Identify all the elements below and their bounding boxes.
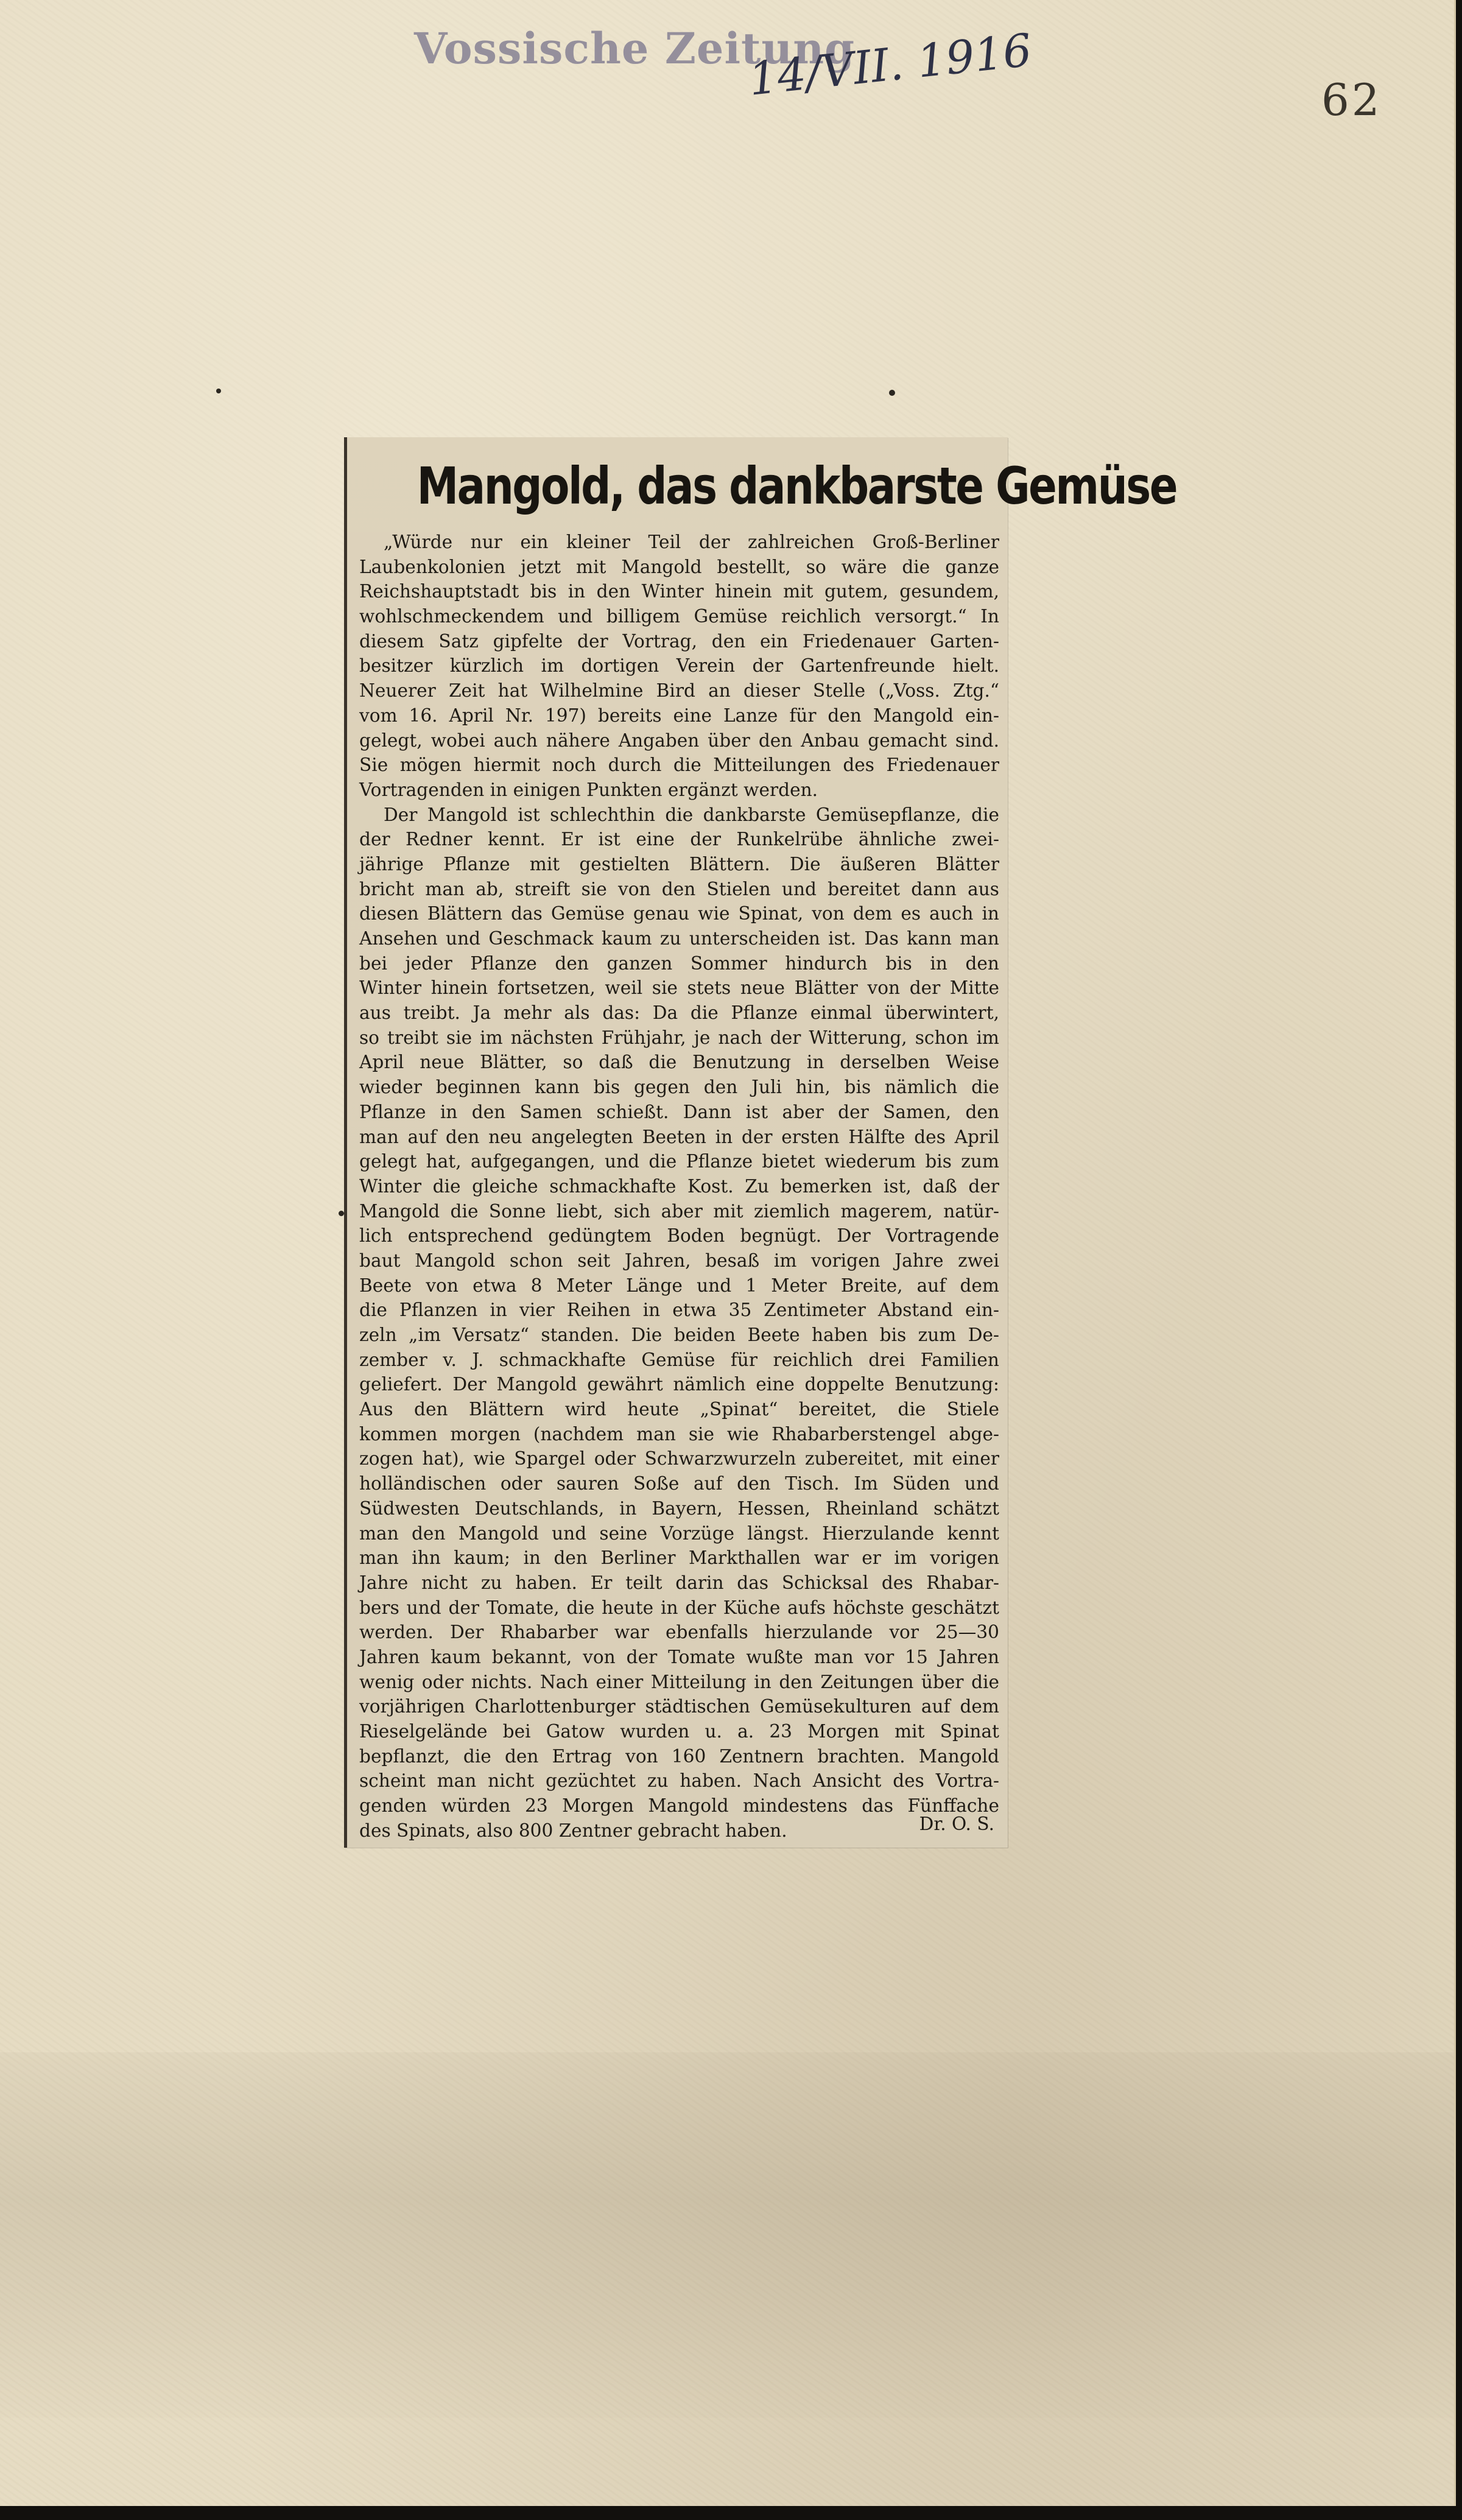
article-line: Rieselgelände bei Gatow wurden u. a. 23 Morgen mit Spinat (359, 1721, 999, 1742)
article-line: diesem Satz gipfelte der Vortrag, den ein Friedenauer Garten- (359, 630, 999, 652)
article-line: lich entsprechend gedüngtem Boden begnügt. Der Vortragende (359, 1225, 999, 1247)
article-line: kommen morgen (nachdem man sie wie Rhabarberstengel abge- (359, 1423, 999, 1445)
article-line: baut Mangold schon seit Jahren, besaß im vorigen Jahre zwei (359, 1250, 999, 1271)
article-line: Reichshauptstadt bis in den Winter hinein mit gutem, gesundem, (359, 581, 999, 602)
article-paragraph (359, 803, 999, 1843)
article-line: Beete von etwa 8 Meter Länge und 1 Meter Breite, auf dem (359, 1275, 999, 1296)
handwritten-date: 14/VII. 1916 (746, 24, 1035, 106)
article-line: Aus den Blättern wird heute „Spinat“ bereitet, die Stiele (359, 1399, 999, 1420)
article-paragraph (359, 530, 999, 803)
article-line: vom 16. April Nr. 197) bereits eine Lanze für den Mangold ein- (359, 705, 999, 726)
article-line: gelegt, wobei auch nähere Angaben über den Anbau gemacht sind. (359, 730, 999, 751)
article-line: bei jeder Pflanze den ganzen Sommer hindurch bis in den (359, 952, 999, 974)
article-line: geliefert. Der Mangold gewährt nämlich eine doppelte Benutzung: (359, 1374, 999, 1395)
article-headline: Mangold, das dankbarste Gemüse (416, 456, 1177, 516)
article-line: gelegt hat, aufgegangen, und die Pflanze bietet wiederum bis zum (359, 1151, 999, 1172)
article-line: Winter hinein fortsetzen, weil sie stets neue Blätter von der Mitte (359, 977, 999, 999)
article-line: zeln „im Versatz“ standen. Die beiden Beete haben bis zum De- (359, 1325, 999, 1345)
article-line: genden würden 23 Morgen Mangold mindestens das Fünffache (359, 1795, 999, 1817)
article-line: Südwesten Deutschlands, in Bayern, Hessen, Rheinland schätzt (359, 1498, 999, 1519)
article-line: bricht man ab, streift sie von den Stielen und bereitet dann aus (359, 878, 999, 899)
article-line: Pflanze in den Samen schießt. Dann ist aber der Samen, den (359, 1101, 999, 1122)
article-line: Jahre nicht zu haben. Er teilt darin das Schicksal des Rhabar- (359, 1572, 999, 1593)
article-line: scheint man nicht gezüchtet zu haben. Nach Ansicht des Vortra- (359, 1770, 999, 1792)
paper-speck (339, 1211, 344, 1216)
article-line: der Redner kennt. Er ist eine der Runkelrübe ähnliche zwei- (359, 829, 999, 850)
article-line: des Spinats, also 800 Zentner gebracht haben. (359, 1820, 787, 1841)
article-line: so treibt sie im nächsten Frühjahr, je nach der Witterung, schon im (359, 1027, 999, 1048)
article-line: vorjährigen Charlottenburger städtischen Gemüsekulturen auf dem (359, 1696, 999, 1717)
paper-speck (216, 389, 221, 393)
paper-fold-shadow (0, 2052, 1454, 2418)
newspaper-stamp: Vossische Zeitung (414, 23, 856, 74)
paper-speck (889, 390, 895, 396)
article-line: aus treibt. Ja mehr als das: Da die Pflanze einmal überwintert, (359, 1002, 999, 1024)
article-line: Ansehen und Geschmack kaum zu unterscheiden ist. Das kann man (359, 928, 999, 949)
newspaper-clipping (344, 437, 1177, 1848)
article-line: jährige Pflanze mit gestielten Blättern. Die äußeren Blätter (359, 853, 999, 875)
article-line: April neue Blätter, so daß die Benutzung in derselben Weise (359, 1052, 999, 1073)
article-line: Laubenkolonien jetzt mit Mangold bestellt, so wäre die ganze (359, 556, 999, 577)
article-line: Sie mögen hiermit noch durch die Mitteilungen des Friedenauer (359, 755, 999, 776)
article-line: werden. Der Rhabarber war ebenfalls hierzulande vor 25—30 (359, 1622, 999, 1643)
article-line: man den Mangold und seine Vorzüge längst. Hierzulande kennt (359, 1522, 999, 1544)
article-line: wenig oder nichts. Nach einer Mitteilung in den Zeitungen über die (359, 1671, 999, 1692)
article-line: man ihn kaum; in den Berliner Markthallen war er im vorigen (359, 1547, 999, 1569)
article-line: Der Mangold ist schlechthin die dankbarste Gemüsepflanze, die (384, 804, 999, 825)
article-line: Vortragenden in einigen Punkten ergänzt werden. (359, 779, 818, 800)
article-line: holländischen oder sauren Soße auf den Tisch. Im Süden und (359, 1473, 999, 1494)
article-line: „Würde nur ein kleiner Teil der zahlreichen Groß-Berliner (384, 532, 999, 552)
article-line: besitzer kürzlich im dortigen Verein der Gartenfreunde hielt. (359, 655, 999, 677)
article-line: zember v. J. schmackhafte Gemüse für reichlich drei Familien (359, 1349, 999, 1370)
article-line: die Pflanzen in vier Reihen in etwa 35 Zentimeter Abstand ein- (359, 1300, 999, 1321)
article-line: Mangold die Sonne liebt, sich aber mit ziemlich magerem, natür- (359, 1200, 999, 1222)
article-line: bers und der Tomate, die heute in der Küche aufs höchste geschätzt (359, 1597, 999, 1618)
page-number: 62 (1321, 74, 1382, 125)
article-line: zogen hat), wie Spargel oder Schwarzwurzeln zubereitet, mit einer (359, 1448, 999, 1469)
article-line: Neuerer Zeit hat Wilhelmine Bird an dieser Stelle („Voss. Ztg.“ (359, 680, 999, 702)
article-signature: Dr. O. S. (919, 1814, 994, 1835)
article-line: bepflanzt, die den Ertrag von 160 Zentnern brachten. Mangold (359, 1745, 999, 1767)
article-line: wieder beginnen kann bis gegen den Juli hin, bis nämlich die (359, 1077, 999, 1098)
article-line: man auf den neu angelegten Beeten in der ersten Hälfte des April (359, 1126, 999, 1147)
article-line: Winter die gleiche schmackhafte Kost. Zu bemerken ist, daß der (359, 1175, 999, 1197)
article-line: diesen Blättern das Gemüse genau wie Spinat, von dem es auch in (359, 903, 999, 924)
article-line: Jahren kaum bekannt, von der Tomate wußte man vor 15 Jahren (359, 1646, 999, 1667)
article-body (359, 530, 999, 1843)
article-line: wohlschmeckendem und billigem Gemüse reichlich versorgt.“ In (359, 606, 999, 627)
